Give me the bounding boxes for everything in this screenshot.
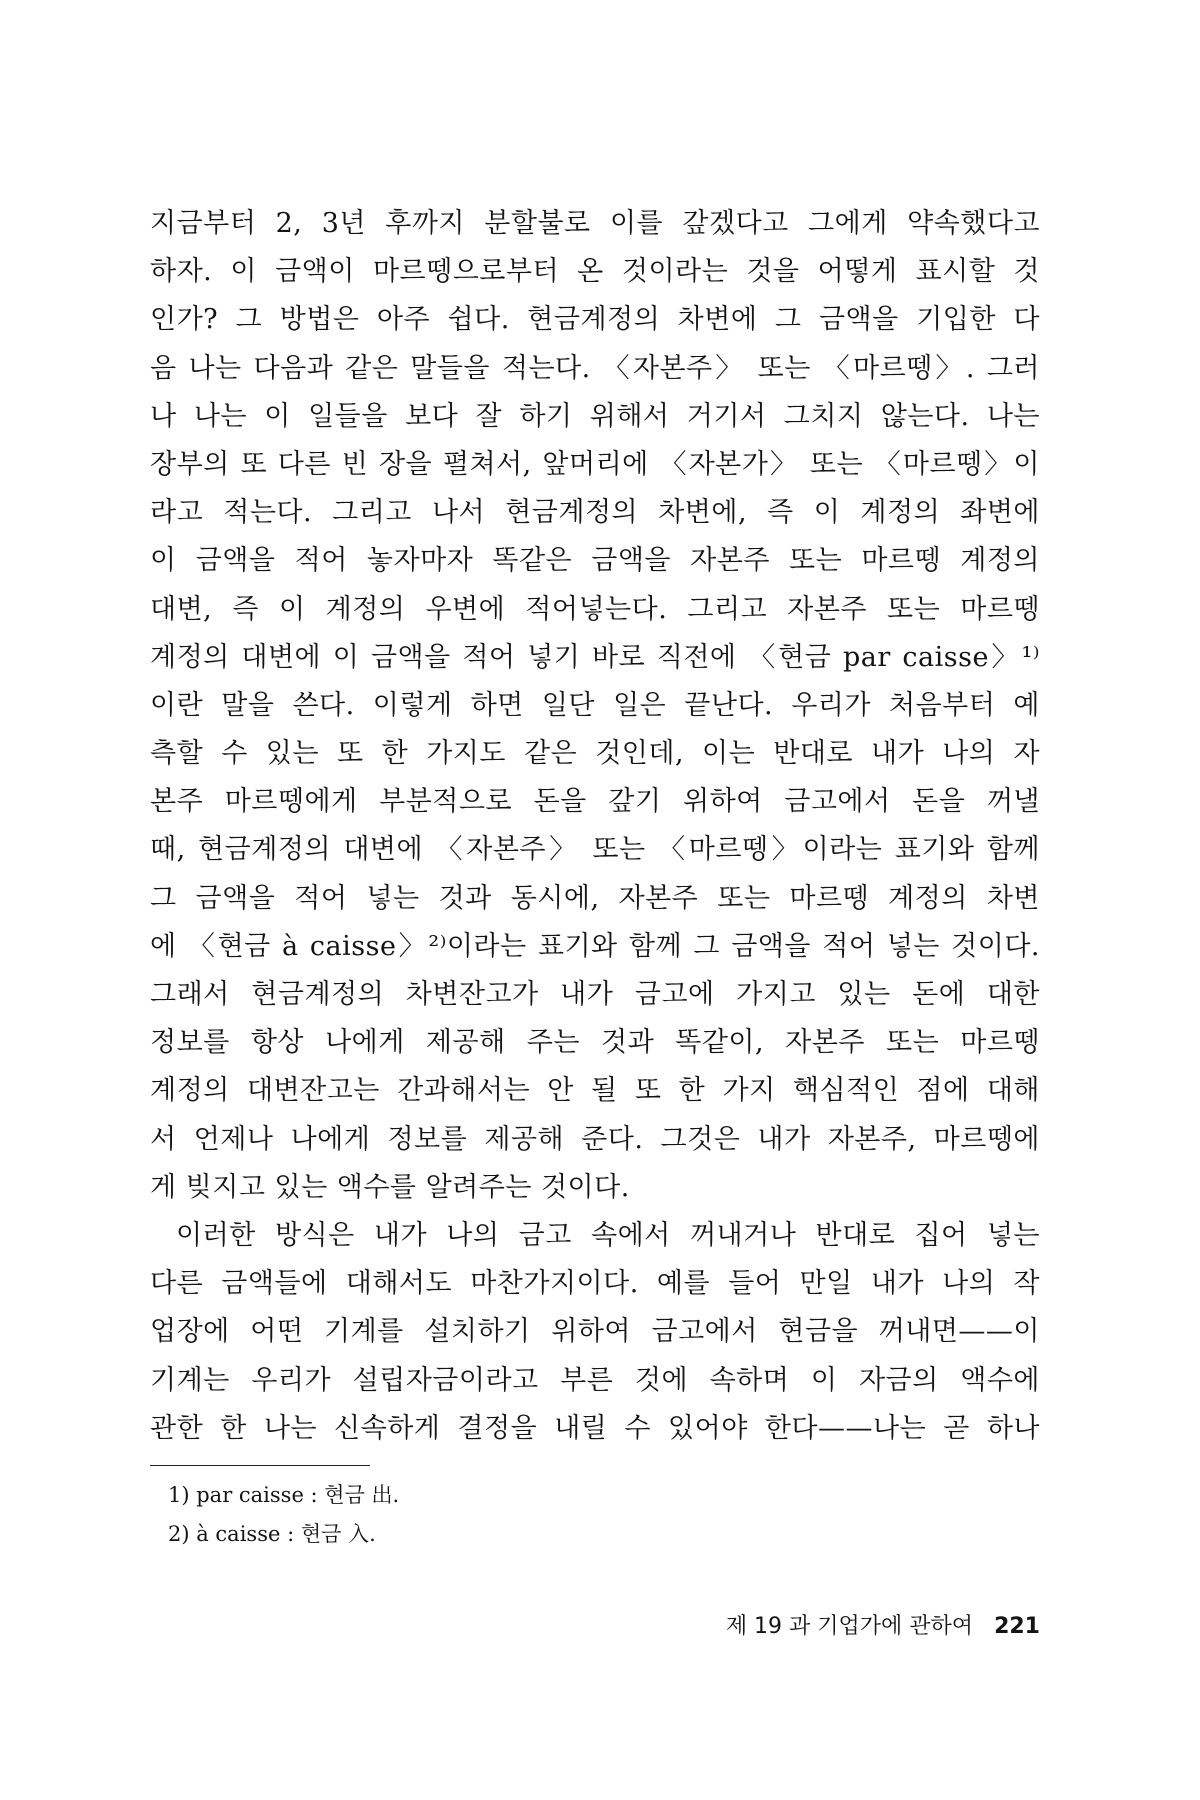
text-line: 측할 수 있는 또 한 가지도 같은 것인데, 이는 반대로 내가 나의 자 xyxy=(150,738,1040,770)
footnotes xyxy=(168,1476,768,1554)
text-line: 관한 한 나는 신속하게 결정을 내릴 수 있어야 한다——나는 곧 하나 xyxy=(150,1412,1040,1444)
text-line: 하자. 이 금액이 마르뗑으로부터 온 것이라는 것을 어떻게 표시할 것 xyxy=(150,256,1040,288)
page-number: 221 xyxy=(994,1614,1040,1639)
text-line: 기계는 우리가 설립자금이라고 부른 것에 속하며 이 자금의 액수에 xyxy=(150,1364,1040,1396)
text-line: 음 나는 다음과 같은 말들을 적는다. 〈자본주〉 또는 〈마르뗑〉. 그러 xyxy=(150,352,1040,384)
chapter-title: 제 19 과 기업가에 관하여 xyxy=(725,1614,974,1639)
footnote-1: 1) par caisse : 현금 出. xyxy=(168,1483,400,1507)
text-line: 지금부터 2, 3년 후까지 분할불로 이를 갚겠다고 그에게 약속했다고 xyxy=(150,208,1040,239)
paragraph-2 xyxy=(150,1212,1040,1453)
body-text xyxy=(150,200,1040,1453)
text-line: 이 금액을 적어 놓자마자 똑같은 금액을 자본주 또는 마르뗑 계정의 xyxy=(150,545,1040,577)
text-line: 서 언제나 나에게 정보를 제공해 준다. 그것은 내가 자본주, 마르뗑에 xyxy=(150,1123,1040,1155)
text-line: 업장에 어떤 기계를 설치하기 위하여 금고에서 현금을 꺼내면——이 xyxy=(150,1316,1040,1348)
running-footer xyxy=(726,1612,1040,1642)
text-line: 때, 현금계정의 대변에 〈자본주〉 또는 〈마르뗑〉이라는 표기와 함께 xyxy=(150,834,1040,866)
text-line: 라고 적는다. 그리고 나서 현금계정의 차변에, 즉 이 계정의 좌변에 xyxy=(150,497,1040,529)
text-line: 정보를 항상 나에게 제공해 주는 것과 똑같이, 자본주 또는 마르뗑 xyxy=(150,1027,1040,1059)
text-line: 계정의 대변잔고는 간과해서는 안 될 또 한 가지 핵심적인 점에 대해 xyxy=(150,1075,1040,1107)
footnote-2: 2) à caisse : 현금 入. xyxy=(168,1522,376,1546)
text-line: 인가? 그 방법은 아주 쉽다. 현금계정의 차변에 그 금액을 기입한 다 xyxy=(150,304,1040,336)
text-line: 이란 말을 쓴다. 이렇게 하면 일단 일은 끝난다. 우리가 처음부터 예 xyxy=(150,689,1040,721)
paragraph-1 xyxy=(150,200,1040,1212)
text-line: 장부의 또 다른 빈 장을 펼쳐서, 앞머리에 〈자본가〉 또는 〈마르뗑〉이 xyxy=(150,448,1040,480)
text-line: 대변, 즉 이 계정의 우변에 적어넣는다. 그리고 자본주 또는 마르뗑 xyxy=(150,593,1040,625)
footnote-divider xyxy=(150,1465,370,1466)
text-line: 그래서 현금계정의 차변잔고가 내가 금고에 가지고 있는 돈에 대한 xyxy=(150,979,1040,1010)
text-line: 계정의 대변에 이 금액을 적어 넣기 바로 직전에 〈현금 par caisse〉¹⁾ xyxy=(150,641,1040,673)
text-line: 게 빚지고 있는 액수를 알려주는 것이다. xyxy=(150,1171,630,1203)
text-line: 나 나는 이 일들을 보다 잘 하기 위해서 거기서 그치지 않는다. 나는 xyxy=(150,400,1040,432)
text-line: 에 〈현금 à caisse〉²⁾이라는 표기와 함께 그 금액을 적어 넣는 것이다. xyxy=(150,930,1040,962)
text-line: 다른 금액들에 대해서도 마찬가지이다. 예를 들어 만일 내가 나의 작 xyxy=(150,1268,1040,1300)
text-line: 이러한 방식은 내가 나의 금고 속에서 꺼내거나 반대로 집어 넣는 xyxy=(176,1219,1040,1251)
text-line: 그 금액을 적어 넣는 것과 동시에, 자본주 또는 마르뗑 계정의 차변 xyxy=(150,882,1040,914)
text-line: 본주 마르뗑에게 부분적으로 돈을 갚기 위하여 금고에서 돈을 꺼낼 xyxy=(150,786,1040,818)
